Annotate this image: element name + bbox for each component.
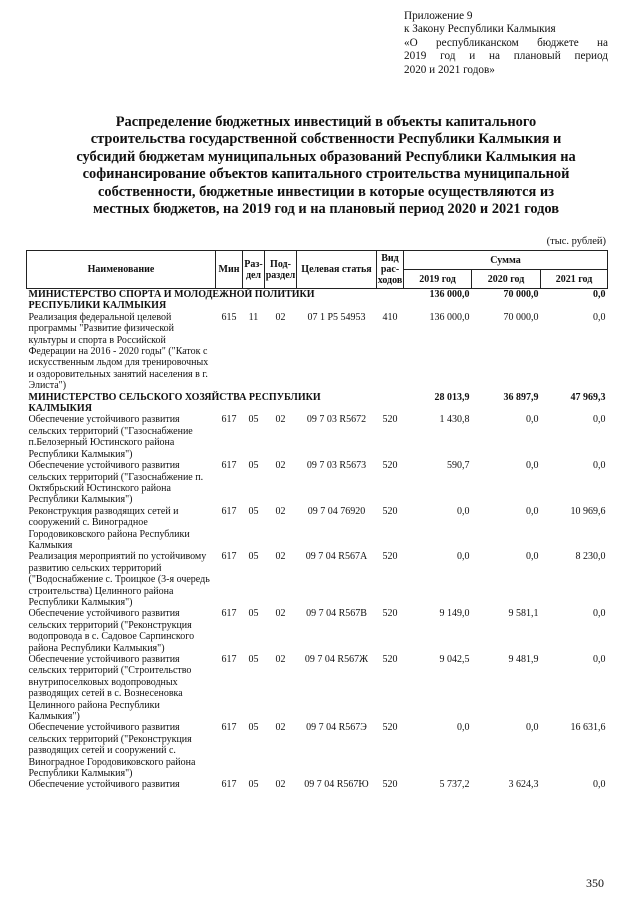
ministry-total-2019: 28 013,9 <box>434 391 470 403</box>
item-2020: 0,0 <box>526 414 539 426</box>
table-row <box>27 312 608 392</box>
item-name: Обеспечение устойчивого развития сельских территорий ("Газоснабжение п. Октябрьский Юстинского района Республики Калмыкия") <box>28 460 204 506</box>
ministry-row <box>27 289 608 301</box>
table-row <box>27 460 608 506</box>
table-row <box>27 779 608 790</box>
item-podrazdel: 02 <box>275 505 286 517</box>
ministry-row <box>27 392 608 403</box>
title-line: собственности, бюджетные инвестиции в которые осуществляются из <box>98 183 554 200</box>
header-min: Мин <box>216 251 243 289</box>
item-name: Обеспечение устойчивого развития сельских территорий ("Строительство внутрипоселковых водопроводных разводящих сетей в с. Вознесеновка Целинного района Республики Калмыкия") <box>28 654 192 723</box>
item-name: Реализация федеральной целевой программы "Развитие физической культуры и спорта в Российской Федерации на 2016 - 2020 годы" ("Каток с искусственным льдом для тренировочных и оздоровительных занятий населения в г. Элиста") <box>28 311 209 392</box>
ministry-name-cont: РЕСПУБЛИКИ КАЛМЫКИЯ <box>28 300 167 312</box>
item-2020: 70 000,0 <box>503 311 539 323</box>
ministry-name: МИНИСТЕРСТВО СЕЛЬСКОГО ХОЗЯЙСТВА РЕСПУБЛИКИ <box>28 391 321 403</box>
item-article: 09 7 03 R5672 <box>306 414 367 426</box>
item-min: 617 <box>221 505 237 517</box>
item-razdel: 05 <box>248 414 259 426</box>
item-vid: 520 <box>382 414 398 426</box>
item-min: 617 <box>221 608 237 620</box>
appendix-line: 2019 год и на плановый период <box>404 50 608 63</box>
item-2019: 9 042,5 <box>439 654 470 665</box>
item-2021: 0,0 <box>593 779 606 791</box>
ministry-row-cont <box>27 403 608 414</box>
item-2020: 0,0 <box>526 722 539 734</box>
item-podrazdel: 02 <box>275 414 286 426</box>
item-podrazdel: 02 <box>275 654 286 665</box>
header-2020: 2020 год <box>472 270 541 289</box>
header-2019: 2019 год <box>404 270 472 289</box>
item-2021: 0,0 <box>593 654 606 665</box>
units-note: (тыс. рублей) <box>546 236 606 247</box>
appendix-line: к Закону Республики Калмыкия <box>404 23 556 36</box>
ministry-row-cont <box>27 300 608 311</box>
item-vid: 520 <box>382 551 398 563</box>
header-name: Наименование <box>27 251 216 289</box>
item-min: 617 <box>221 551 237 563</box>
item-2021: 0,0 <box>593 460 606 472</box>
item-min: 617 <box>221 779 237 791</box>
item-2019: 9 149,0 <box>439 608 470 620</box>
appendix-line: «О республиканском бюджете на <box>404 36 608 49</box>
item-razdel: 05 <box>248 505 259 517</box>
header-podrazdel: Под-раздел <box>265 251 297 289</box>
item-name: Обеспечение устойчивого развития сельских территорий ("Реконструкция разводящих сетей и сооружений с. Виноградное Городовиковского района Республики Калмыкия") <box>28 722 196 780</box>
item-podrazdel: 02 <box>275 722 286 734</box>
item-2020: 0,0 <box>526 505 539 517</box>
item-razdel: 05 <box>248 551 259 563</box>
item-podrazdel: 02 <box>275 551 286 563</box>
table-row <box>27 608 608 654</box>
item-min: 615 <box>221 311 237 323</box>
item-2019: 1 430,8 <box>439 414 470 426</box>
item-2019: 136 000,0 <box>429 311 470 323</box>
item-vid: 410 <box>382 311 398 323</box>
ministry-name-cont: КАЛМЫКИЯ <box>28 403 92 415</box>
table-row <box>27 506 608 552</box>
item-razdel: 05 <box>248 654 259 665</box>
title-line: строительства государственной собственности Республики Калмыкия и <box>90 131 562 148</box>
item-name: Реализация мероприятий по устойчивому развитию сельских территорий ("Водоснабжение с. Троицкое (3-я очередь строительства) Целинного района Республики Калмыкия") <box>28 551 210 608</box>
ministry-total-2020: 70 000,0 <box>472 289 541 301</box>
item-2020: 0,0 <box>526 460 539 472</box>
item-article: 09 7 04 R567B <box>306 608 367 620</box>
item-podrazdel: 02 <box>275 311 286 323</box>
item-razdel: 05 <box>248 722 259 734</box>
ministry-total-2019: 136 000,0 <box>404 289 472 301</box>
item-min: 617 <box>221 414 237 426</box>
header-vid: Вид рас-ходов <box>377 251 404 289</box>
item-article: 09 7 04 R567Э <box>306 722 367 734</box>
item-razdel: 05 <box>248 608 259 620</box>
table-row <box>27 414 608 460</box>
item-vid: 520 <box>382 505 398 517</box>
item-podrazdel: 02 <box>275 779 286 791</box>
header-sum: Сумма <box>404 251 608 270</box>
item-2019: 0,0 <box>457 722 470 734</box>
document-title <box>60 114 592 218</box>
item-2020: 3 624,3 <box>508 779 539 791</box>
item-2019: 0,0 <box>457 505 470 517</box>
title-line: местных бюджетов, на 2019 год и на плановый период 2020 и 2021 годов <box>92 201 560 218</box>
item-2019: 5 737,2 <box>439 779 470 791</box>
item-min: 617 <box>221 460 237 472</box>
title-line: субсидий бюджетам муниципальных образований Республики Калмыкия на <box>76 148 576 165</box>
ministry-name: МИНИСТЕРСТВО СПОРТА И МОЛОДЕЖНОЙ ПОЛИТИКИ <box>28 289 315 300</box>
item-2020: 9 481,9 <box>508 654 539 665</box>
ministry-total-2021: 0,0 <box>541 289 608 301</box>
appendix-line: Приложение 9 <box>404 10 473 22</box>
appendix-line: 2020 и 2021 годов» <box>404 63 495 76</box>
appendix-note <box>404 10 608 77</box>
item-article: 09 7 04 R567A <box>305 551 368 563</box>
item-article: 09 7 04 R567Ж <box>304 654 369 665</box>
table-row <box>27 551 608 608</box>
item-razdel: 05 <box>248 779 259 791</box>
item-2021: 0,0 <box>593 608 606 620</box>
item-name: Обеспечение устойчивого развития сельских территорий ("Газоснабжение п.Белозерный Юстинского района Республики Калмыкия") <box>28 414 193 460</box>
item-article: 07 1 P5 54953 <box>307 311 366 323</box>
header-2021: 2021 год <box>541 270 608 289</box>
item-podrazdel: 02 <box>275 608 286 620</box>
item-2020: 9 581,1 <box>508 608 539 620</box>
item-2021: 10 969,6 <box>570 505 606 517</box>
budget-table <box>26 250 608 791</box>
item-razdel: 11 <box>248 311 259 323</box>
item-min: 617 <box>221 654 237 665</box>
item-2021: 0,0 <box>593 311 606 323</box>
item-2019: 0,0 <box>457 551 470 563</box>
item-name: Реконструкция разводящих сетей и сооружений с. Виноградное Городовиковского района Республики Калмыкия <box>28 505 190 551</box>
item-razdel: 05 <box>248 460 259 472</box>
item-vid: 520 <box>382 722 398 734</box>
item-2019: 590,7 <box>447 460 470 472</box>
table-row <box>27 654 608 722</box>
item-2021: 0,0 <box>593 414 606 426</box>
item-vid: 520 <box>382 460 398 472</box>
header-razdel: Раз-дел <box>243 251 265 289</box>
item-article: 09 7 04 R567Ю <box>304 779 369 791</box>
ministry-total-2021: 47 969,3 <box>570 391 606 403</box>
item-name: Обеспечение устойчивого развития <box>28 779 180 791</box>
ministry-total-2020: 36 897,9 <box>503 391 539 403</box>
item-2021: 8 230,0 <box>575 551 606 563</box>
table-row <box>27 722 608 779</box>
title-line: Распределение бюджетных инвестиций в объекты капитального <box>115 114 537 130</box>
item-article: 09 7 04 76920 <box>307 505 366 517</box>
item-2021: 16 631,6 <box>570 722 606 734</box>
item-min: 617 <box>221 722 237 734</box>
title-line: софинансирование объектов капитального строительства муниципальной <box>82 166 570 183</box>
item-vid: 520 <box>382 779 398 791</box>
item-name: Обеспечение устойчивого развития сельских территорий ("Реконструкция водопровода в с. Садовое Сарпинского района Республики Калмыкия") <box>28 608 195 654</box>
item-podrazdel: 02 <box>275 460 286 472</box>
item-vid: 520 <box>382 654 398 665</box>
item-article: 09 7 03 R5673 <box>306 460 367 472</box>
header-article: Целевая статья <box>297 251 377 289</box>
page-number: 350 <box>586 876 604 890</box>
item-2020: 0,0 <box>526 551 539 563</box>
item-vid: 520 <box>382 608 398 620</box>
